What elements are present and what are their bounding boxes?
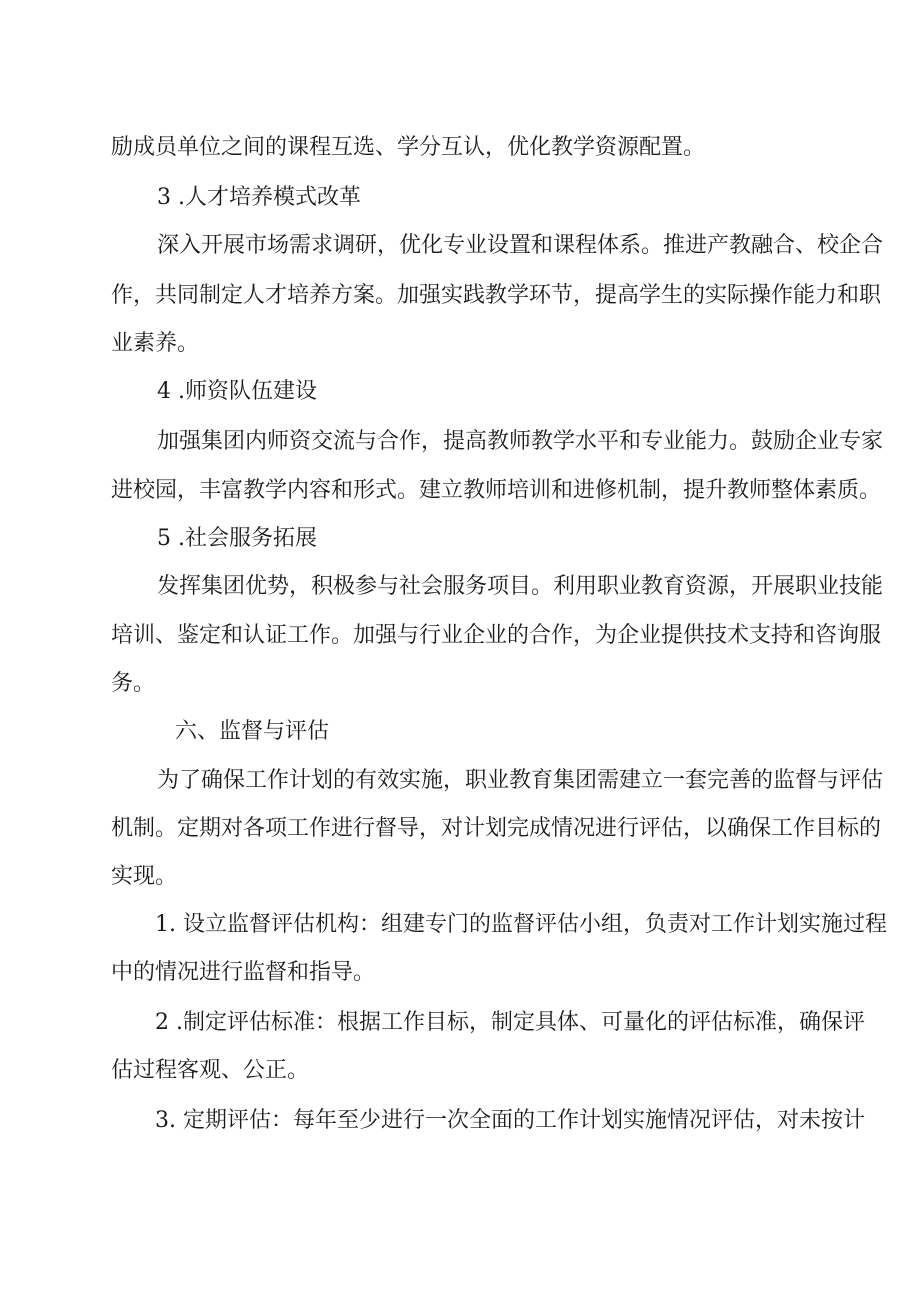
text-line: 加强集团内师资交流与合作，提高教师教学水平和专业能力。鼓励企业专家 xyxy=(157,429,884,454)
text-line: 机制。定期对各项工作进行督导，对计划完成情况进行评估，以确保工作目标的 xyxy=(111,816,882,841)
list-item: 1. 设立监督评估机构：组建专门的监督评估小组，负责对工作计划实施过程 xyxy=(155,912,887,937)
text-line: 培训、鉴定和认证工作。加强与行业企业的合作，为企业提供技术支持和咨询服 xyxy=(111,623,882,648)
text-line: 励成员单位之间的课程互选、学分互认，优化教学资源配置。 xyxy=(111,135,706,160)
section-heading: 3 .人才培养模式改革 xyxy=(157,185,361,210)
section-heading: 4 .师资队伍建设 xyxy=(157,379,317,404)
chapter-heading: 六、监督与评估 xyxy=(175,719,330,744)
list-item: 2 .制定评估标准：根据工作目标，制定具体、可量化的评估标准，确保评 xyxy=(155,1010,865,1035)
text-line: 估过程客观、公正。 xyxy=(111,1058,310,1083)
text-line: 务。 xyxy=(111,671,156,696)
text-line: 作，共同制定人才培养方案。加强实践教学环节，提高学生的实际操作能力和职 xyxy=(111,283,882,308)
list-item: 3. 定期评估：每年至少进行一次全面的工作计划实施情况评估，对未按计 xyxy=(155,1108,865,1133)
text-line: 深入开展市场需求调研，优化专业设置和课程体系。推进产教融合、校企合 xyxy=(157,233,884,258)
text-line: 发挥集团优势，积极参与社会服务项目。利用职业教育资源，开展职业技能 xyxy=(157,574,884,599)
text-line: 为了确保工作计划的有效实施，职业教育集团需建立一套完善的监督与评估 xyxy=(157,768,884,793)
text-line: 中的情况进行监督和指导。 xyxy=(111,960,376,985)
text-line: 业素养。 xyxy=(111,331,200,356)
section-heading: 5 .社会服务拓展 xyxy=(157,526,317,551)
text-line: 实现。 xyxy=(111,864,178,889)
text-line: 进校园，丰富教学内容和形式。建立教师培训和进修机制，提升教师整体素质。 xyxy=(111,478,882,503)
